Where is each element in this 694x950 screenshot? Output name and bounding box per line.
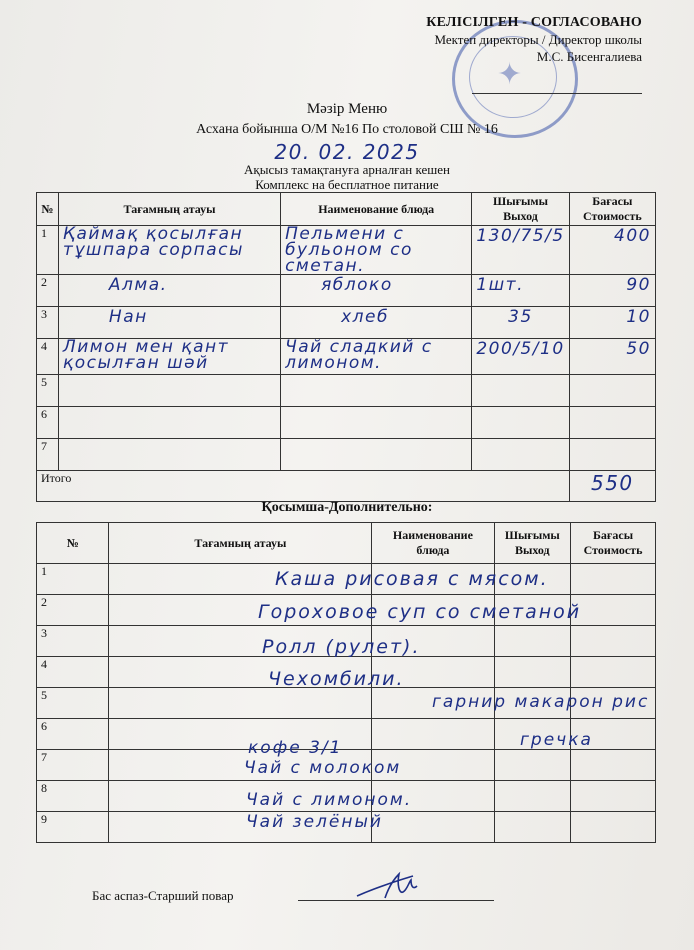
official-stamp: ✦ [452, 20, 578, 138]
cook-label: Бас аспаз-Старший повар [92, 888, 234, 903]
row-num: 7 [37, 750, 109, 781]
row-num: 8 [37, 781, 109, 812]
table-row [37, 375, 656, 407]
canteen-line: Асхана бойынша О/М №16 По столовой СШ № 16 [196, 122, 498, 137]
row-num: 6 [37, 719, 109, 750]
approval-block [426, 14, 642, 65]
col-output: Шығымы Выход [472, 193, 569, 226]
table-header-row [37, 193, 656, 226]
col-price: Бағасы Стоимость [569, 193, 655, 226]
dish-output: 1шт. [472, 275, 569, 307]
total-label: Итого [37, 471, 570, 502]
dish-ru: Чай сладкий с лимоном. [281, 339, 472, 375]
col-output: Шығымы Выход [494, 523, 571, 564]
row-num: 2 [37, 595, 109, 626]
dish-output: 200/5/10 [472, 339, 569, 375]
dish-output: 35 [472, 307, 569, 339]
row-num: 1 [37, 564, 109, 595]
extra-dish-5: гарнир макарон рис [432, 692, 650, 712]
extra-dish-10: Чай зелёный [246, 812, 383, 832]
extra-dish-8: Чай с молоком [244, 758, 402, 778]
table-row [37, 275, 656, 307]
free-meal-ru: Комплекс на бесплатное питание [255, 177, 439, 192]
row-num: 2 [37, 275, 59, 307]
approval-name: М.С. Бисенгалиева [536, 49, 642, 64]
table-row [37, 307, 656, 339]
extra-dish-7: кофе 3/1 [248, 738, 343, 758]
dish-output: 130/75/5 [472, 226, 569, 275]
menu-date: 20. 02. 2025 [274, 140, 420, 164]
dish-price: 50 [569, 339, 655, 375]
menu-title: Мәзір Меню [306, 101, 388, 117]
dish-kz: Қаймақ қосылған тұшпара сорпасы [58, 226, 280, 275]
free-meal-table [36, 192, 656, 502]
cook-signature [355, 868, 425, 904]
dish-kz: Нан [58, 307, 280, 339]
extra-dish-4: Чехомбили. [268, 668, 405, 690]
col-price: Бағасы Стоимость [571, 523, 656, 564]
extra-dish-9: Чай с лимоном. [246, 790, 413, 810]
col-name-ru: Наименование блюда [372, 523, 494, 564]
dish-price: 400 [569, 226, 655, 275]
approval-position: Мектеп директоры / Директор школы [434, 32, 642, 47]
extra-dish-1: Каша рисовая с мясом. [275, 568, 549, 590]
col-name-kz: Тағамның атауы [109, 523, 372, 564]
approval-title: КЕЛІСІЛГЕН - СОГЛАСОВАНО [426, 15, 642, 30]
table-header-row [37, 523, 656, 564]
row-num: 6 [37, 407, 59, 439]
total-value: 550 [569, 471, 655, 502]
table-row [37, 439, 656, 471]
col-num: № [37, 523, 109, 564]
dish-ru: хлеб [281, 307, 472, 339]
dish-ru: яблоко [281, 275, 472, 307]
table-row [37, 339, 656, 375]
extra-dish-2: Гороховое суп со сметаной [258, 601, 582, 623]
col-name-ru: Наименование блюда [281, 193, 472, 226]
dish-kz: Лимон мен қант қосылған шәй [58, 339, 280, 375]
row-num: 7 [37, 439, 59, 471]
dish-price: 10 [569, 307, 655, 339]
col-name-kz: Тағамның атауы [58, 193, 280, 226]
row-num: 3 [37, 307, 59, 339]
dish-ru: Пельмени с бульоном со сметан. [281, 226, 472, 275]
total-row [37, 471, 656, 502]
row-num: 9 [37, 812, 109, 843]
approval-signature-line [472, 93, 642, 94]
row-num: 4 [37, 339, 59, 375]
row-num: 5 [37, 688, 109, 719]
free-meal-kz: Ақысыз тамақтануға арналған кешен [244, 162, 450, 177]
row-num: 5 [37, 375, 59, 407]
extra-title: Қосымша-Дополнительно: [261, 500, 433, 515]
extra-dish-6: гречка [520, 730, 593, 750]
table-row [37, 407, 656, 439]
dish-price: 90 [569, 275, 655, 307]
dish-kz: Алма. [58, 275, 280, 307]
row-num: 3 [37, 626, 109, 657]
row-num: 1 [37, 226, 59, 275]
row-num: 4 [37, 657, 109, 688]
extra-dish-3: Ролл (рулет). [262, 636, 421, 658]
table-row [37, 226, 656, 275]
col-num: № [37, 193, 59, 226]
